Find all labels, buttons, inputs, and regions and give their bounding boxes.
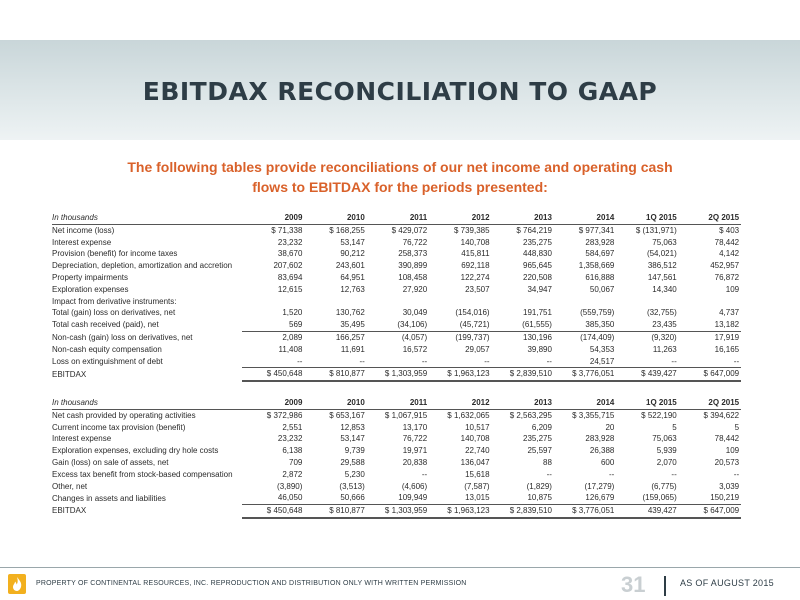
page-title: EBITDAX RECONCILIATION TO GAAP <box>142 77 658 106</box>
row-value: (4,606) <box>401 481 428 491</box>
row-label: Property impairments <box>52 272 129 282</box>
table-header-period: 2014 <box>554 397 616 409</box>
row-label: Provision (benefit) for income taxes <box>52 249 178 259</box>
row-value: 5 <box>672 422 677 432</box>
table-header-period: 2014 <box>554 212 616 224</box>
row-value: $ 1,303,959 <box>367 368 429 381</box>
row-value: -- <box>492 356 554 368</box>
row-value: 2,089 <box>282 332 303 342</box>
row-value: $ 3,776,051 <box>554 505 616 518</box>
row-value <box>616 296 678 308</box>
row-value: 20 <box>605 422 615 432</box>
row-value: $ 647,009 <box>679 505 741 518</box>
row-value: 122,274 <box>460 272 490 282</box>
row-value: (199,737) <box>455 332 490 342</box>
row-value: $ 1,632,065 <box>447 410 490 420</box>
row-value <box>492 296 554 308</box>
table-header-label: In thousands <box>52 397 242 409</box>
table-header-row <box>52 212 741 224</box>
row-value: 4,142 <box>719 249 740 259</box>
row-label: Interest expense <box>52 237 112 247</box>
row-value: 27,920 <box>402 284 428 294</box>
footer-divider <box>0 567 800 568</box>
row-value: 50,666 <box>304 492 366 504</box>
row-value: (559,759) <box>580 308 615 318</box>
row-value: 235,275 <box>523 434 552 444</box>
row-value: -- <box>679 356 741 368</box>
row-value: 220,508 <box>523 272 552 282</box>
footer-disclaimer: PROPERTY OF CONTINENTAL RESOURCES, INC. REPRODUCTION AND DISTRIBUTION ONLY WITH WRITTEN PERMISSION <box>36 580 467 587</box>
row-value: 90,212 <box>340 249 365 259</box>
table-row <box>52 356 741 368</box>
row-value: 109,949 <box>367 492 429 504</box>
table-row <box>52 469 741 481</box>
row-value: 584,697 <box>585 249 615 259</box>
row-value: 83,694 <box>277 272 303 282</box>
top-stripe <box>0 0 800 40</box>
row-value: 5,230 <box>344 469 365 479</box>
table-header-period: 2013 <box>492 397 554 409</box>
row-value: 12,853 <box>340 422 365 432</box>
row-label: Excess tax benefit from stock-based compensation <box>52 469 233 479</box>
table-header-period: 2012 <box>429 212 491 224</box>
row-value: 26,388 <box>589 446 615 456</box>
row-value: 5,939 <box>656 446 677 456</box>
row-value: 20,838 <box>402 457 428 467</box>
row-value: 1,358,669 <box>578 261 615 271</box>
row-value <box>304 296 366 308</box>
row-value: $ 372,986 <box>266 410 303 420</box>
table-row <box>52 368 741 381</box>
page-subtitle: The following tables provide reconciliations of our net income and operating cash flows to EBITDAX for the periods presented: <box>127 159 673 195</box>
row-label: Non-cash (gain) loss on derivatives, net <box>52 332 193 342</box>
row-value: 386,512 <box>647 261 677 271</box>
table-row <box>52 296 741 308</box>
row-value: $ 403 <box>719 225 740 235</box>
row-value <box>367 296 429 308</box>
row-value: -- <box>546 469 552 479</box>
row-value: 76,722 <box>402 434 428 444</box>
row-label: EBITDAX <box>52 369 87 379</box>
row-value: $ 3,776,051 <box>554 368 616 381</box>
table-row <box>52 445 741 457</box>
page-number-bar <box>664 576 666 596</box>
row-value: 53,147 <box>340 237 365 247</box>
row-label: Non-cash equity compensation <box>52 344 162 354</box>
table-row <box>52 260 741 272</box>
row-label: Other, net <box>52 481 88 491</box>
row-value: 35,495 <box>304 319 366 331</box>
row-value: 17,919 <box>714 332 740 342</box>
table-row <box>52 272 741 284</box>
row-value: 23,232 <box>277 237 303 247</box>
table-header-row <box>52 397 741 409</box>
row-value: 140,708 <box>460 434 490 444</box>
row-value: $ 653,167 <box>329 410 365 420</box>
row-label: Total (gain) loss on derivatives, net <box>52 308 176 318</box>
row-value: (174,409) <box>580 332 615 342</box>
row-value: 16,572 <box>402 344 428 354</box>
row-value: 10,875 <box>492 492 554 504</box>
table-row <box>52 307 741 319</box>
row-value: -- <box>421 469 428 479</box>
row-value: 235,275 <box>523 237 552 247</box>
row-value: 130,762 <box>335 308 365 318</box>
row-value: $ 450,648 <box>242 368 304 381</box>
row-label: Loss on extinguishment of debt <box>52 356 163 366</box>
row-value: 136,047 <box>460 457 490 467</box>
row-value: 600 <box>600 457 615 467</box>
row-value: 76,722 <box>402 237 428 247</box>
row-value: (3,513) <box>339 481 365 491</box>
row-value: $ (131,971) <box>635 225 677 235</box>
row-value: 13,015 <box>429 492 491 504</box>
row-value: 12,615 <box>277 284 303 294</box>
row-value: 76,872 <box>714 272 740 282</box>
row-value: 166,257 <box>335 332 365 342</box>
row-value: $ 3,355,715 <box>572 410 615 420</box>
row-value: 243,601 <box>335 261 365 271</box>
row-value: $ 1,963,123 <box>429 368 491 381</box>
row-value: 23,435 <box>616 319 678 331</box>
row-value: -- <box>429 356 491 368</box>
row-value: $ 764,219 <box>516 225 552 235</box>
row-value: $ 168,255 <box>329 225 365 235</box>
row-value: (6,775) <box>651 481 677 491</box>
table-header-period: 2011 <box>367 212 429 224</box>
row-value: (1,829) <box>526 481 552 491</box>
row-value: 19,971 <box>402 446 428 456</box>
row-value: 965,645 <box>523 261 552 271</box>
row-value: 30,049 <box>402 308 428 318</box>
row-value: 13,170 <box>402 422 428 432</box>
row-value: 126,679 <box>554 492 616 504</box>
row-label: Net cash provided by operating activities <box>52 410 196 420</box>
table-header-period: 1Q 2015 <box>616 397 678 409</box>
row-value: $ 739,385 <box>453 225 490 235</box>
row-value: 616,888 <box>585 272 615 282</box>
row-value: (9,320) <box>651 332 677 342</box>
row-label: Current income tax provision (benefit) <box>52 422 186 432</box>
row-value: 147,561 <box>647 272 677 282</box>
row-value: $ 647,009 <box>679 368 741 381</box>
row-value <box>242 296 304 308</box>
row-value: 15,618 <box>465 469 490 479</box>
table-header-label: In thousands <box>52 212 242 224</box>
row-value: 2,070 <box>656 457 677 467</box>
row-value: $ 522,190 <box>641 410 677 420</box>
row-value: 75,063 <box>652 237 677 247</box>
table-row <box>52 433 741 445</box>
row-value: 9,739 <box>344 446 365 456</box>
row-value: 78,442 <box>714 434 740 444</box>
row-value: -- <box>733 469 740 479</box>
row-value: (3,890) <box>277 481 303 491</box>
row-value: 109 <box>725 284 740 294</box>
row-value: 16,165 <box>714 344 740 354</box>
row-value: $ 810,877 <box>304 505 366 518</box>
row-value: 23,507 <box>465 284 490 294</box>
row-label: Net income (loss) <box>52 225 115 235</box>
row-value: 191,751 <box>523 308 552 318</box>
row-value: 415,811 <box>461 249 490 259</box>
row-value: $ 450,648 <box>242 505 304 518</box>
row-value: 88 <box>543 457 552 467</box>
row-value: 75,063 <box>652 434 677 444</box>
row-label: Exploration expenses <box>52 284 129 294</box>
row-value: (61,555) <box>492 319 554 331</box>
row-value: (45,721) <box>429 319 491 331</box>
row-value: (7,587) <box>464 481 490 491</box>
row-value: -- <box>304 356 366 368</box>
flame-logo-icon <box>8 574 26 594</box>
row-label: EBITDAX <box>52 506 87 516</box>
row-value: 2,872 <box>282 469 303 479</box>
row-label: Total cash received (paid), net <box>52 320 159 330</box>
table-row <box>52 248 741 260</box>
table-row <box>52 409 741 421</box>
row-value: 38,670 <box>277 249 303 259</box>
table-row <box>52 237 741 249</box>
row-value: 78,442 <box>714 237 740 247</box>
row-value: 24,517 <box>554 356 616 368</box>
table-row <box>52 505 741 518</box>
table-header-period: 2010 <box>304 212 366 224</box>
row-value: 439,427 <box>616 505 678 518</box>
row-value: $ 977,341 <box>578 225 615 235</box>
row-value: 150,219 <box>679 492 741 504</box>
row-value: 54,353 <box>589 344 615 354</box>
row-value: $ 2,839,510 <box>492 368 554 381</box>
table-row <box>52 457 741 469</box>
row-value: 283,928 <box>585 434 615 444</box>
row-value: 130,196 <box>523 332 552 342</box>
row-label: Depreciation, depletion, amortization and accretion <box>52 261 233 271</box>
row-value: 2,551 <box>282 422 303 432</box>
row-label: Impact from derivative instruments: <box>52 296 177 306</box>
row-value: 11,263 <box>652 344 677 354</box>
row-value: (4,057) <box>401 332 428 342</box>
table-header-period: 1Q 2015 <box>616 212 678 224</box>
row-value: (32,755) <box>646 308 677 318</box>
table-row <box>52 331 741 343</box>
row-value <box>679 296 741 308</box>
row-value: 448,830 <box>523 249 552 259</box>
row-value: 1,520 <box>282 308 303 318</box>
table-header-period: 2009 <box>242 397 304 409</box>
row-value <box>554 296 616 308</box>
row-value: $ 810,877 <box>304 368 366 381</box>
row-value: 39,890 <box>527 344 552 354</box>
row-value: 20,573 <box>714 457 740 467</box>
row-value: 6,138 <box>282 446 303 456</box>
row-value: -- <box>242 356 304 368</box>
row-value: -- <box>671 469 677 479</box>
row-value: 64,951 <box>340 272 365 282</box>
row-value: $ 429,072 <box>391 225 428 235</box>
table-header-period: 2012 <box>429 397 491 409</box>
table-row <box>52 481 741 493</box>
operating-cash-flow-reconciliation-table <box>52 397 741 519</box>
row-value: 13,182 <box>679 319 741 331</box>
net-income-reconciliation-table <box>52 212 741 382</box>
row-value: 569 <box>242 319 304 331</box>
table-header-period: 2Q 2015 <box>679 397 741 409</box>
row-value: 385,350 <box>554 319 616 331</box>
row-value: 53,147 <box>340 434 365 444</box>
row-label: Gain (loss) on sale of assets, net <box>52 457 169 467</box>
row-value: 709 <box>289 457 303 467</box>
row-value: $ 1,067,915 <box>384 410 428 420</box>
table-header-period: 2013 <box>492 212 554 224</box>
table-row <box>52 422 741 434</box>
row-value: 23,232 <box>277 434 303 444</box>
row-value: $ 2,839,510 <box>492 505 554 518</box>
footer-date-note: AS OF AUGUST 2015 <box>680 578 774 588</box>
row-value: -- <box>616 356 678 368</box>
row-value: 4,737 <box>719 308 740 318</box>
row-value: 22,740 <box>465 446 490 456</box>
table-header-period: 2011 <box>367 397 429 409</box>
row-value: 14,340 <box>652 284 677 294</box>
table-row <box>52 284 741 296</box>
row-value: -- <box>367 356 429 368</box>
row-value: 46,050 <box>242 492 304 504</box>
row-value: 5 <box>734 422 740 432</box>
row-value: (34,106) <box>367 319 429 331</box>
row-value: 3,039 <box>719 481 740 491</box>
row-value: 25,597 <box>527 446 552 456</box>
row-value: 283,928 <box>585 237 615 247</box>
row-value: (17,279) <box>584 481 615 491</box>
row-value: 34,947 <box>527 284 552 294</box>
row-value: 29,057 <box>465 344 490 354</box>
row-value: 50,067 <box>589 284 615 294</box>
row-value: $ 2,563,295 <box>509 410 552 420</box>
row-label: Changes in assets and liabilities <box>52 493 166 503</box>
row-value: $ 439,427 <box>616 368 678 381</box>
row-value: $ 394,622 <box>703 410 740 420</box>
row-value <box>429 296 491 308</box>
row-value: 140,708 <box>460 237 490 247</box>
row-value: 390,899 <box>398 261 428 271</box>
row-value: 207,602 <box>273 261 303 271</box>
row-value: (54,021) <box>646 249 677 259</box>
row-value: -- <box>609 469 615 479</box>
row-value: 692,118 <box>461 261 490 271</box>
table-row <box>52 319 741 331</box>
row-value: 258,373 <box>398 249 428 259</box>
page-number: 31 <box>621 572 646 597</box>
row-value: 108,458 <box>398 272 428 282</box>
row-value: 6,209 <box>531 422 552 432</box>
table-row <box>52 224 741 236</box>
row-value: (154,016) <box>455 308 490 318</box>
table-header-period: 2009 <box>242 212 304 224</box>
row-value: 29,588 <box>340 457 365 467</box>
row-value: $ 1,963,123 <box>429 505 491 518</box>
row-value: 452,957 <box>710 261 740 271</box>
row-value: 10,517 <box>465 422 490 432</box>
row-value: 12,763 <box>340 284 365 294</box>
row-value: 109 <box>725 446 740 456</box>
table-header-period: 2Q 2015 <box>679 212 741 224</box>
row-label: Exploration expenses, excluding dry hole costs <box>52 446 219 456</box>
row-label: Interest expense <box>52 434 112 444</box>
table-row <box>52 344 741 356</box>
row-value: (159,065) <box>616 492 678 504</box>
table-row <box>52 492 741 504</box>
table-header-period: 2010 <box>304 397 366 409</box>
row-value: 11,691 <box>340 344 365 354</box>
row-value: $ 1,303,959 <box>367 505 429 518</box>
row-value: 11,408 <box>278 344 303 354</box>
row-value: $ 71,338 <box>271 225 303 235</box>
